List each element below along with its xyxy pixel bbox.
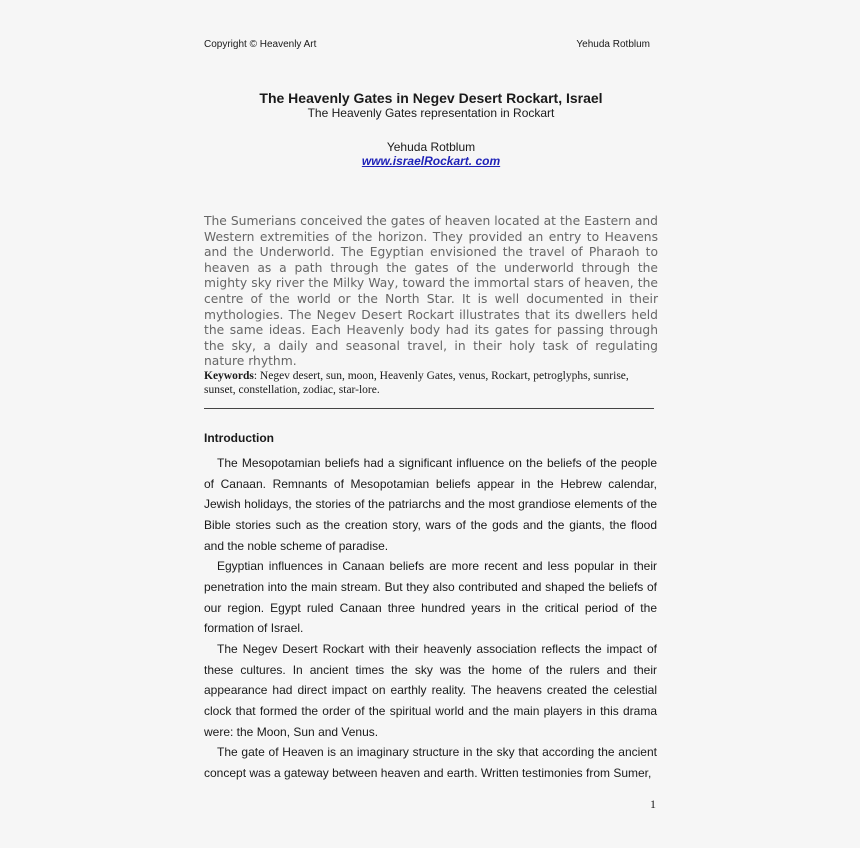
paragraph: Egyptian influences in Canaan beliefs are more recent and less popular in their penetration into the main stream. But they also contributed and shaped the beliefs of our region. Egypt ruled Canaan three hundred years in the critical period of the formation of Israel. [204, 559, 657, 636]
abstract: The Sumerians conceived the gates of heaven located at the Eastern and Western extremities of the horizon. They provided an entry to Heavens and the Underworld. The Egyptian envisioned the travel of Pharaoh to heaven as a path through the gates of the underworld through the mighty sky river the Milky Way, toward the immortal stars of heaven, the centre of the world or the North Star. It is well documented in their mythologies. The Negev Desert Rockart illustrates that its dwellers held the same ideas. Each Heavenly body had its gates for passing through the sky, a daily and seasonal travel, in their holy task of regulating nature rhythm. [204, 214, 658, 369]
keywords [204, 369, 658, 397]
website-link[interactable]: www.israelRockart. com [361, 154, 501, 168]
paper-title: The Heavenly Gates in Negev Desert Rockart, Israel [259, 90, 603, 106]
paper-subtitle: The Heavenly Gates representation in Rockart [307, 106, 555, 120]
section-divider [204, 408, 654, 409]
paragraph: The gate of Heaven is an imaginary structure in the sky that according the ancient concept was a gateway between heaven and earth. Written testimonies from Sumer, [204, 745, 657, 780]
introduction-heading: Introduction [204, 431, 274, 445]
title-block [204, 90, 658, 168]
keywords-label: Keywords [204, 370, 254, 382]
keywords-text: : Negev desert, sun, moon, Heavenly Gates, venus, Rockart, petroglyphs, sunrise, sunset, constellation, zodiac, star-lore. [204, 370, 629, 396]
paragraph: The Mesopotamian beliefs had a significant influence on the beliefs of the people of Canaan. Remnants of Mesopotamian beliefs appear in the Hebrew calendar, Jewish holidays, the stories of the patriarchs and the most grandiose elements of the Bible stories such as the creation story, wars of the gods and the giants, the flood and the noble scheme of paradise. [204, 456, 657, 553]
header-author: Yehuda Rotblum [576, 39, 650, 50]
author-name: Yehuda Rotblum [386, 140, 476, 154]
header-copyright: Copyright © Heavenly Art [204, 39, 317, 50]
paragraph: The Negev Desert Rockart with their heavenly association reflects the impact of these cultures. In ancient times the sky was the home of the rulers and their appearance had direct impact on earthly reality. The heavens created the celestial clock that formed the order of the spiritual world and the main players in this drama were: the Moon, Sun and Venus. [204, 641, 657, 739]
page-number: 1 [650, 797, 656, 811]
introduction-body [204, 453, 657, 784]
